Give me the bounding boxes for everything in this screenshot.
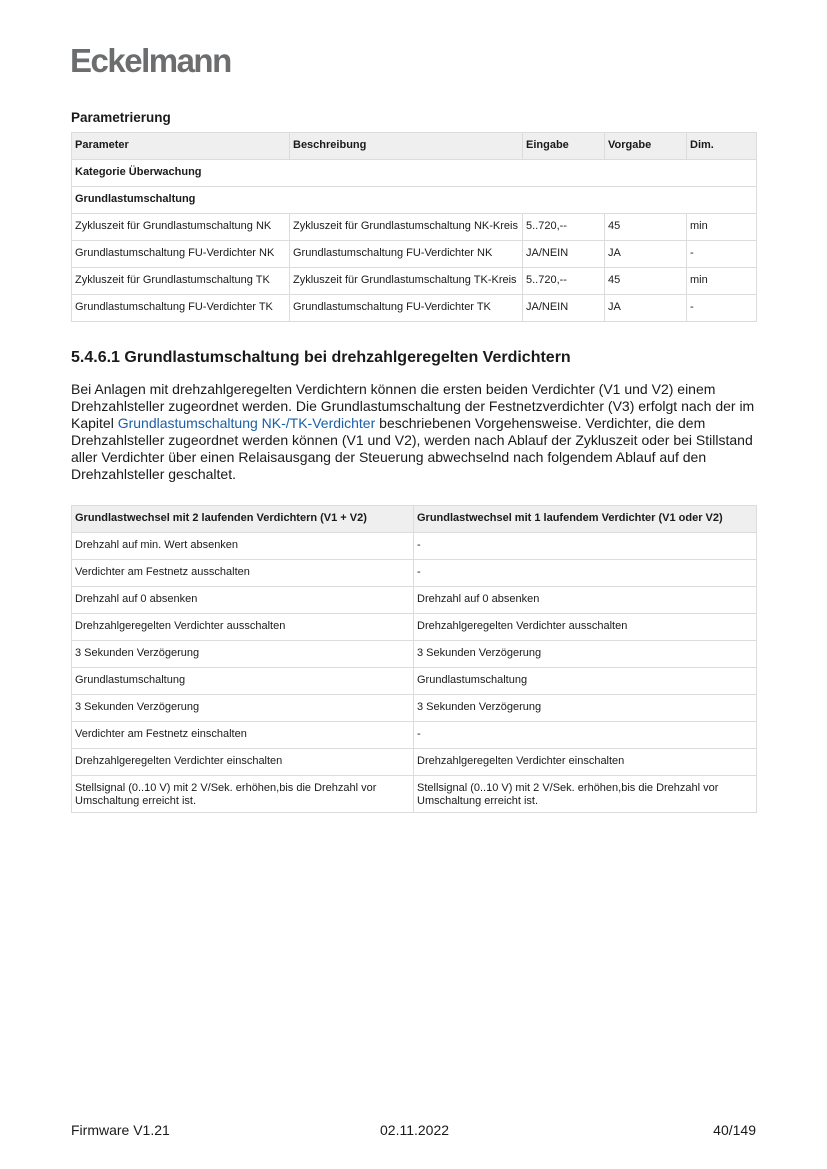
table-row (72, 641, 757, 668)
table-cell: Zykluszeit für Grundlastumschaltung NK-Kreis (290, 214, 523, 241)
table-row (72, 560, 757, 587)
table-cell: Zykluszeit für Grundlastumschaltung NK (72, 214, 290, 241)
group-row: Grundlastumschaltung (72, 187, 757, 214)
table-row (72, 749, 757, 776)
table-cell: 45 (605, 214, 687, 241)
table-cell: Stellsignal (0..10 V) mit 2 V/Sek. erhöhen,bis die Drehzahl vor Umschaltung erreicht ist. (72, 776, 414, 813)
table-cell: Zykluszeit für Grundlastumschaltung TK (72, 268, 290, 295)
column-header: Beschreibung (290, 133, 523, 160)
table-row (72, 268, 757, 295)
table-cell: Verdichter am Festnetz ausschalten (72, 560, 414, 587)
table-cell: 3 Sekunden Verzögerung (72, 695, 414, 722)
table-cell: Grundlastumschaltung FU-Verdichter TK (290, 295, 523, 322)
table-cell: Drehzahlgeregelten Verdichter ausschalten (414, 614, 757, 641)
table-cell: Grundlastumschaltung FU-Verdichter NK (72, 241, 290, 268)
footer-version: Firmware V1.21 (71, 1122, 170, 1138)
body-paragraph (71, 381, 761, 483)
sequence-table (71, 505, 757, 813)
footer-date: 02.11.2022 (380, 1122, 450, 1138)
table-row (72, 214, 757, 241)
table-row (72, 241, 757, 268)
table-cell: Zykluszeit für Grundlastumschaltung TK-Kreis (290, 268, 523, 295)
table-cell: Grundlastumschaltung (72, 668, 414, 695)
table-cell: JA/NEIN (523, 295, 605, 322)
table-cell: Drehzahl auf 0 absenken (72, 587, 414, 614)
table-row (72, 614, 757, 641)
table-cell: JA (605, 241, 687, 268)
table-cell: 5..720,-- (523, 214, 605, 241)
footer-page-number: 40/149 (713, 1122, 756, 1138)
table-cell: Stellsignal (0..10 V) mit 2 V/Sek. erhöhen,bis die Drehzahl vor Umschaltung erreicht ist. (414, 776, 757, 813)
chapter-link[interactable]: Grundlastumschaltung NK-/TK-Verdichter (117, 415, 376, 431)
category-row: Kategorie Überwachung (72, 160, 757, 187)
table-cell: min (687, 214, 757, 241)
table-cell: Grundlastumschaltung FU-Verdichter TK (72, 295, 290, 322)
table-cell: Drehzahlgeregelten Verdichter einschalten (414, 749, 757, 776)
column-header: Parameter (72, 133, 290, 160)
table-cell: 3 Sekunden Verzögerung (414, 695, 757, 722)
table-cell: Drehzahlgeregelten Verdichter einschalten (72, 749, 414, 776)
column-header: Grundlastwechsel mit 2 laufenden Verdichtern (V1 + V2) (72, 506, 414, 533)
column-header: Eingabe (523, 133, 605, 160)
table-row (72, 295, 757, 322)
section-title: Parametrierung (71, 110, 171, 125)
eckelmann-logo: Eckelmann (70, 42, 231, 79)
table-cell: Verdichter am Festnetz einschalten (72, 722, 414, 749)
table-row (72, 533, 757, 560)
table-cell: - (687, 241, 757, 268)
table-cell: Drehzahl auf 0 absenken (414, 587, 757, 614)
paragraph-text: Bei Anlagen mit drehzahlgeregelten Verdichtern können die ersten beiden Verdichter (V1 und V2) einem Drehzahlsteller zugeordnet werden. Die Grundlastumschaltung der Festnetzverdichter (V3) erfolgt nach der im Kapitel (71, 381, 755, 431)
table-cell: 3 Sekunden Verzögerung (72, 641, 414, 668)
table-cell: JA (605, 295, 687, 322)
table-row (72, 695, 757, 722)
table-cell: Drehzahlgeregelten Verdichter ausschalten (72, 614, 414, 641)
table-cell: 3 Sekunden Verzögerung (414, 641, 757, 668)
paragraph-text: beschriebenen Vorgehensweise. Verdichter, die dem Drehzahlsteller zugeordnet werden können (V1 und V2), werden nach Ablauf der Zykluszeit oder bei Stillstand aller Verdichter über einen Relaisausgang der Steuerung abwechselnd nach folgendem Ablauf auf den Drehzahlsteller geschaltet. (71, 415, 753, 482)
column-header: Vorgabe (605, 133, 687, 160)
table-cell: Drehzahl auf min. Wert absenken (72, 533, 414, 560)
table-cell: - (687, 295, 757, 322)
subsection-heading: 5.4.6.1 Grundlastumschaltung bei drehzahlgeregelten Verdichtern (71, 349, 571, 366)
table-cell: 5..720,-- (523, 268, 605, 295)
table-cell: Grundlastumschaltung (414, 668, 757, 695)
table-cell: 45 (605, 268, 687, 295)
table-cell: Grundlastumschaltung FU-Verdichter NK (290, 241, 523, 268)
column-header: Grundlastwechsel mit 1 laufendem Verdichter (V1 oder V2) (414, 506, 757, 533)
table-cell: - (414, 722, 757, 749)
table-row (72, 722, 757, 749)
table-row (72, 668, 757, 695)
parameter-table (71, 132, 757, 322)
column-header: Dim. (687, 133, 757, 160)
table-cell: JA/NEIN (523, 241, 605, 268)
table-cell: - (414, 560, 757, 587)
table-cell: - (414, 533, 757, 560)
table-row (72, 776, 757, 813)
table-row (72, 587, 757, 614)
table-cell: min (687, 268, 757, 295)
